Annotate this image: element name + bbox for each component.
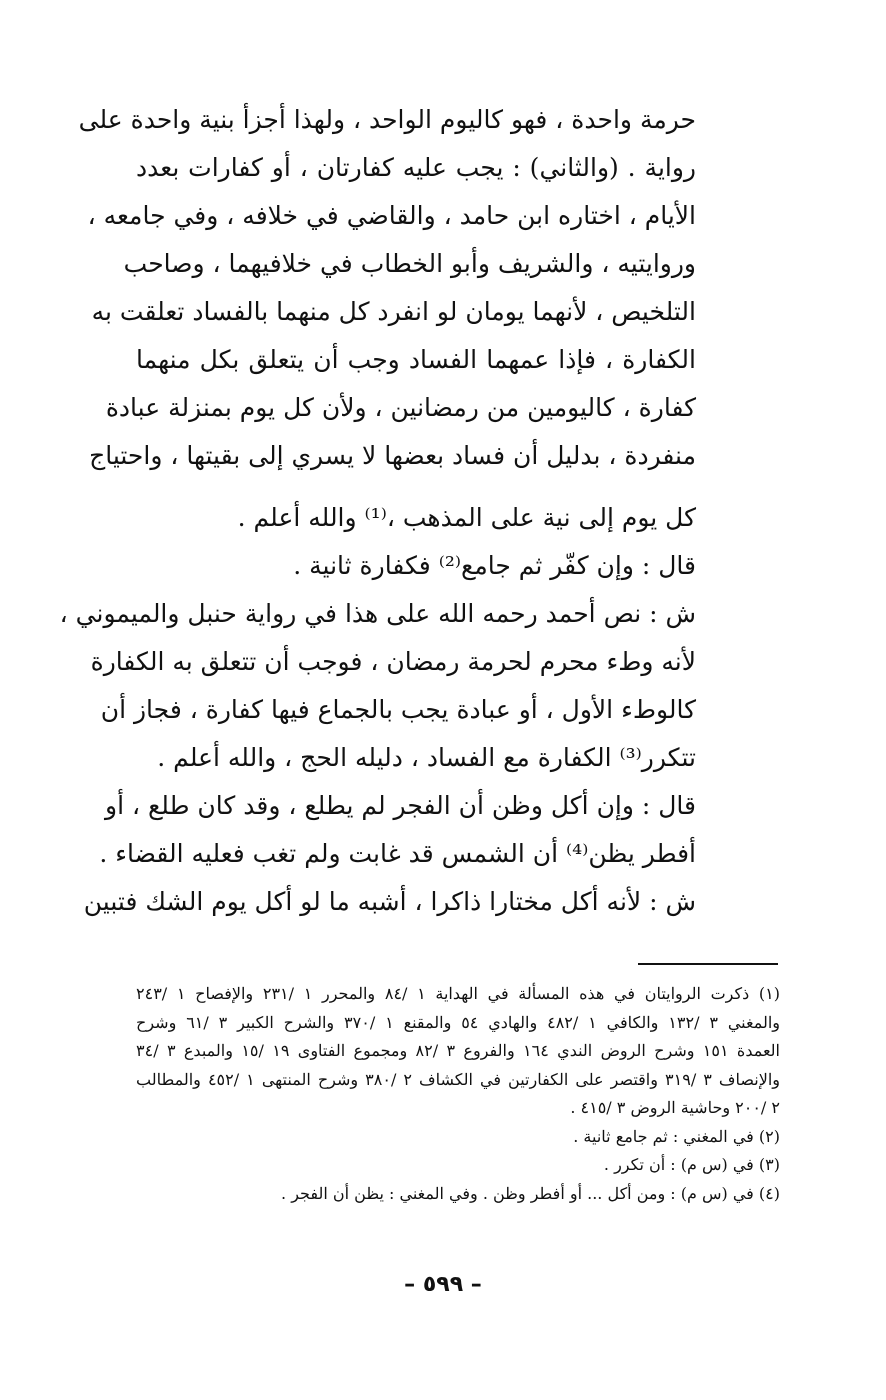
footnote-line: (٢) في المغني : ثم جامع ثانية .: [573, 1126, 780, 1146]
footnote-line: العمدة ١٥١ وشرح الروض الندي ١٦٤ والفروع ٣ /٨٢ ومجموع الفتاوى ١٩ /١٥ والمبدع ٣ /٣٤: [136, 1041, 780, 1060]
text-line: قال : وإن كفّر ثم جامع⁽²⁾ فكفارة ثانية .: [293, 551, 696, 580]
footnote-line: (٣) في (س م) : أن تكرر .: [603, 1155, 780, 1174]
text-line: الكفارة ، فإذا عمهما الفساد وجب أن يتعلق بكل منهما: [136, 345, 696, 374]
main-text-block: [59, 96, 696, 926]
page-number: – ٥٩٩ –: [404, 1272, 482, 1297]
footnotes-block: [136, 980, 780, 1208]
text-line: أفطر يظن⁽⁴⁾ أن الشمس قد غابت ولم تغب فعليه القضاء .: [99, 839, 696, 868]
footnote-line: والمغني ٣ /١٣٢ والكافي ١ /٤٨٢ والهادي ٥٤ والمقنع ١ /٣٧٠ والشرح الكبير ٣ /٦١ وشرح: [136, 1012, 781, 1032]
text-line: حرمة واحدة ، فهو كاليوم الواحد ، ولهذا أجزأ بنية واحدة على: [78, 105, 696, 134]
text-line: رواية . (والثاني) : يجب عليه كفارتان ، أو كفارات بعدد: [136, 153, 696, 182]
text-line: كالوطء الأول ، أو عبادة يجب بالجماع فيها كفارة ، فجاز أن: [100, 695, 696, 724]
footnote-line: ٢ /٢٠٠ وحاشية الروض ٣ /٤١٥ .: [570, 1098, 780, 1117]
text-line: قال : وإن أكل وظن أن الفجر لم يطلع ، وقد كان طلع ، أو: [105, 791, 696, 820]
footnote-line: والإنصاف ٣ /٣١٩ واقتصر على الكفارتين في الكشاف ٢ /٣٨٠ وشرح المنتهى ١ /٤٥٢ والمطالب: [136, 1069, 780, 1089]
text-line: وروايتيه ، والشريف وأبو الخطاب في خلافيهما ، وصاحب: [123, 249, 696, 278]
text-line: ش : نص أحمد رحمه الله على هذا في رواية حنبل والميموني ،: [59, 599, 696, 628]
text-line: ش : لأنه أكل مختارا ذاكرا ، أشبه ما لو أكل يوم الشك فتبين: [83, 887, 696, 916]
footnote-separator: [638, 963, 778, 965]
footnote-line: (٤) في (س م) : ومن أكل ... أو أفطر وظن . وفي المغني : يظن أن الفجر .: [281, 1183, 780, 1203]
text-line: لأنه وطء محرم لحرمة رمضان ، فوجب أن تتعلق به الكفارة: [90, 647, 696, 676]
text-line: التلخيص ، لأنهما يومان لو انفرد كل منهما بالفساد تعلقت به: [91, 297, 696, 326]
footnote-line: (١) ذكرت الروايتان في هذه المسألة في الهداية ١ /٨٤ والمحرر ١ /٢٣١ والإفصاح ١ /٢٤٣: [136, 984, 781, 1003]
text-line: منفردة ، بدليل أن فساد بعضها لا يسري إلى بقيتها ، واحتياج: [89, 441, 696, 470]
text-line: كفارة ، كاليومين من رمضانين ، ولأن كل يوم بمنزلة عبادة: [105, 393, 696, 422]
text-line: الأيام ، اختاره ابن حامد ، والقاضي في خلافه ، وفي جامعه ،: [87, 201, 696, 230]
text-line: كل يوم إلى نية على المذهب ،⁽¹⁾ والله أعلم .: [237, 503, 696, 532]
text-line: تتكرر⁽³⁾ الكفارة مع الفساد ، دليله الحج ، والله أعلم .: [157, 743, 696, 772]
